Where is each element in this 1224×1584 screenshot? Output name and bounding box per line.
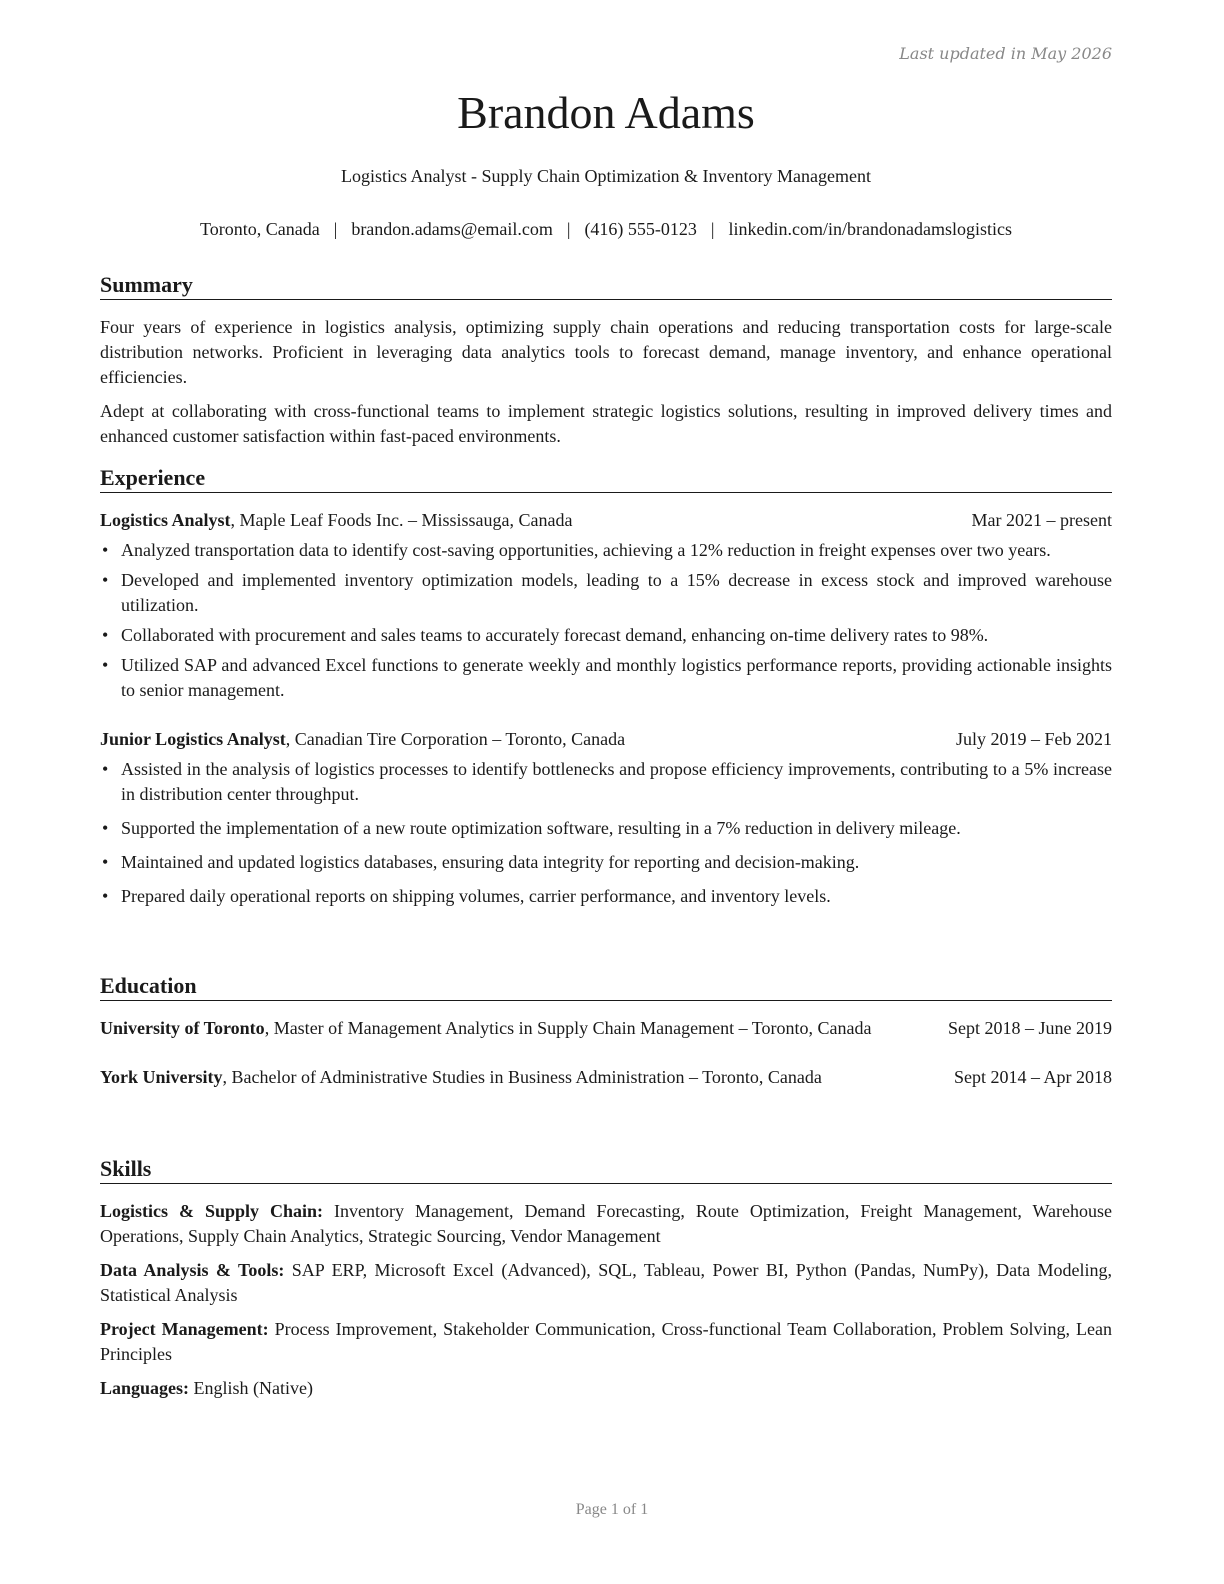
job-org: , Maple Leaf Foods Inc. – Mississauga, Canada: [230, 510, 573, 530]
skills-heading: Skills: [100, 1156, 1112, 1184]
contact-separator: |: [333, 219, 338, 239]
job-bullets: [100, 757, 1112, 909]
job-bullet: • Maintained and updated logistics databases, ensuring data integrity for reporting and decision-making.: [100, 850, 1112, 875]
page-number: Page 1 of 1: [575, 1501, 649, 1518]
skill-group-label: Languages:: [100, 1378, 190, 1398]
skill-group: [100, 1317, 1112, 1367]
skill-group-items: SAP ERP, Microsoft Excel (Advanced), SQL, Tableau, Power BI, Python (Pandas, NumPy), Data Modeling, Statistical Analysis: [100, 1260, 1113, 1305]
skill-group: [100, 1258, 1112, 1308]
contact-line: [100, 219, 1112, 240]
education-detail: , Master of Management Analytics in Supply Chain Management – Toronto, Canada: [264, 1018, 872, 1038]
education-section: [100, 973, 1112, 1090]
skill-group-items: English (Native): [193, 1378, 313, 1398]
job-org: , Canadian Tire Corporation – Toronto, Canada: [285, 729, 626, 749]
summary-heading: Summary: [100, 272, 1112, 300]
job-bullets: [100, 538, 1112, 703]
job-entry: [100, 727, 1112, 909]
skill-group-items: Inventory Management, Demand Forecasting, Route Optimization, Freight Management, Warehouse Operations, Supply Chain Analytics, Strategic Sourcing, Vendor Management: [100, 1201, 1112, 1246]
skills-section: [100, 1156, 1112, 1401]
contact-linkedin[interactable]: linkedin.com/in/brandonadamslogistics: [728, 219, 1012, 239]
skill-group-label: Data Analysis & Tools:: [100, 1260, 285, 1280]
job-bullet: • Supported the implementation of a new route optimization software, resulting in a 7% reduction in delivery mileage.: [100, 816, 1112, 841]
education-dates: Sept 2014 – Apr 2018: [953, 1067, 1112, 1087]
summary-paragraph: Adept at collaborating with cross-functional teams to implement strategic logistics solutions, resulting in improved delivery times and enhanced customer satisfaction within fast-paced environments.: [100, 401, 1112, 446]
contact-email[interactable]: brandon.adams@email.com: [351, 219, 553, 239]
contact-phone[interactable]: (416) 555-0123: [584, 219, 697, 239]
last-updated: Last updated in May 2026: [899, 44, 1112, 63]
skill-group: [100, 1199, 1112, 1249]
job-title: Logistics Analyst: [100, 510, 231, 530]
job-bullet: • Prepared daily operational reports on shipping volumes, carrier performance, and inventory levels.: [100, 884, 1112, 909]
skill-group-label: Project Management:: [100, 1319, 269, 1339]
job-dates: Mar 2021 – present: [971, 510, 1112, 530]
job-header: [100, 727, 1112, 752]
experience-heading: Experience: [100, 465, 1112, 493]
contact-separator: |: [710, 219, 715, 239]
job-header: [100, 508, 1112, 533]
education-school: University of Toronto: [100, 1018, 265, 1038]
experience-section: [100, 465, 1112, 909]
tagline: Logistics Analyst - Supply Chain Optimization & Inventory Management: [341, 166, 871, 186]
job-entry: [100, 508, 1112, 703]
skill-group-items: Process Improvement, Stakeholder Communication, Cross-functional Team Collaboration, Problem Solving, Lean Principles: [100, 1319, 1112, 1364]
job-bullet: • Developed and implemented inventory optimization models, leading to a 15% decrease in excess stock and improved warehouse utilization.: [100, 568, 1112, 618]
summary-paragraph: Four years of experience in logistics analysis, optimizing supply chain operations and reducing transportation costs for large-scale distribution networks. Proficient in leveraging data analytics tools to forecast demand, manage inventory, and enhance operational efficiencies.: [100, 317, 1112, 387]
skill-group-label: Logistics & Supply Chain:: [100, 1201, 324, 1221]
education-detail: , Bachelor of Administrative Studies in Business Administration – Toronto, Canada: [222, 1067, 822, 1087]
job-bullet: • Collaborated with procurement and sales teams to accurately forecast demand, enhancing on-time delivery rates to 98%.: [100, 623, 1112, 648]
summary-section: [100, 272, 1112, 449]
education-heading: Education: [100, 973, 1112, 1001]
education-school: York University: [100, 1067, 223, 1087]
job-dates: July 2019 – Feb 2021: [955, 729, 1112, 749]
education-entry: [100, 1016, 1112, 1041]
job-bullet: • Analyzed transportation data to identify cost-saving opportunities, achieving a 12% reduction in freight expenses over two years.: [100, 538, 1112, 563]
candidate-name: Brandon Adams: [457, 87, 755, 138]
education-dates: Sept 2018 – June 2019: [948, 1018, 1112, 1038]
contact-separator: |: [566, 219, 571, 239]
job-title: Junior Logistics Analyst: [100, 729, 286, 749]
contact-location: Toronto, Canada: [199, 219, 320, 239]
job-bullet: • Utilized SAP and advanced Excel functions to generate weekly and monthly logistics performance reports, providing actionable insights to senior management.: [100, 653, 1112, 703]
skill-group: [100, 1376, 1112, 1401]
job-bullet: • Assisted in the analysis of logistics processes to identify bottlenecks and propose efficiency improvements, contributing to a 5% increase in distribution center throughput.: [100, 757, 1112, 807]
education-entry: [100, 1065, 1112, 1090]
